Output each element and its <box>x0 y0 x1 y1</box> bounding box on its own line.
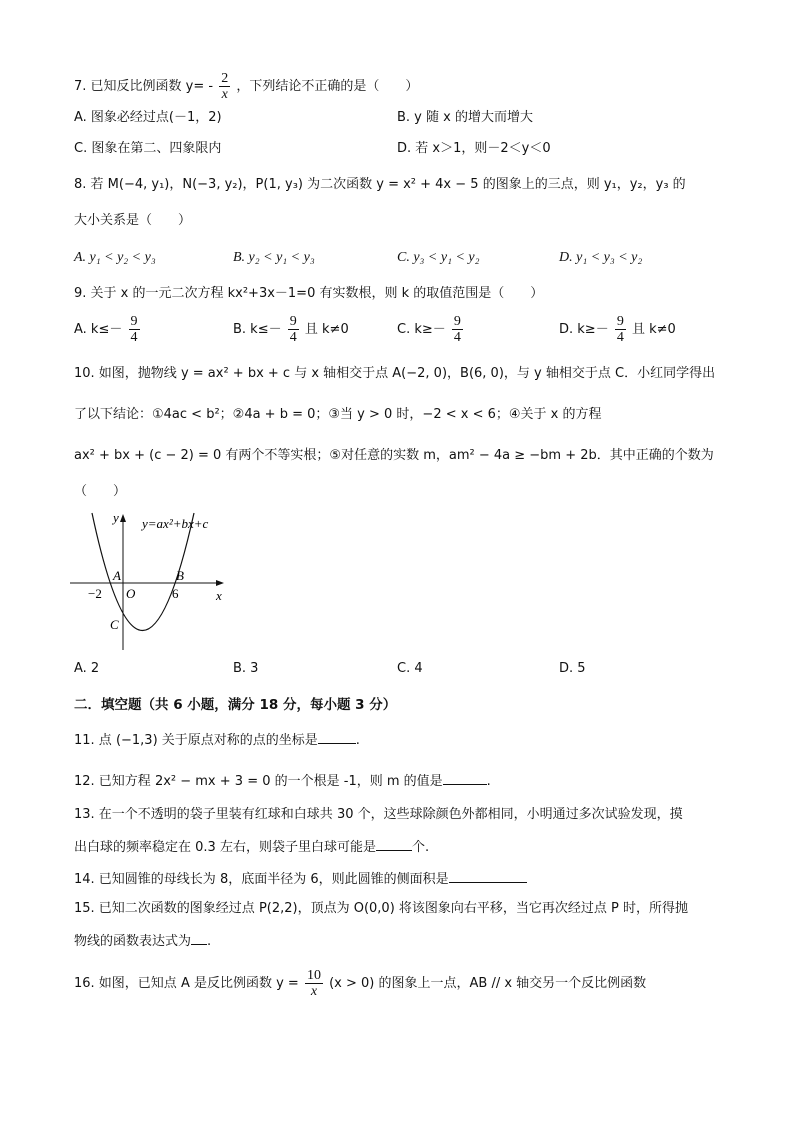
figure-label-o: O <box>126 586 136 601</box>
q8-option-d: D. y₁ < y₃ < y₂ <box>559 250 643 265</box>
answer-blank <box>191 932 207 945</box>
q10-option-a: A. 2 <box>74 661 100 676</box>
figure-tick-6: 6 <box>172 586 179 601</box>
figure-tick-neg2: −2 <box>88 586 102 601</box>
q15-line1: 15. 已知二次函数的图象经过点 P(2,2)，顶点为 O(0,0) 将该图象向右平移，当它再次经过点 P 时，所得抛 <box>74 901 689 916</box>
q16: 16. 如图，已知点 A 是反比例函数 y = $\frac{10}{x}$ (x > 0) 的图象上一点，AB // x 轴交另一个反比例函数 <box>74 968 647 999</box>
fraction-9-4: $\frac{9}{4}$ <box>616 314 624 345</box>
q8-line1: 8. 若 M(−4, y₁)，N(−3, y₂)，P(1, y₃) 为二次函数 y = x² + 4x − 5 的图象上的三点，则 y₁，y₂，y₃ 的 <box>74 177 686 192</box>
fraction-9-4: $\frac{9}{4}$ <box>289 314 297 345</box>
q8-option-a: A. y₁ < y₂ < y₃ <box>74 250 156 265</box>
q7-fraction: $\frac{2}{x}$ <box>221 71 229 102</box>
q9-option-b: B. k≤－ $\frac{9}{4}$ 且 k≠0 <box>233 314 349 345</box>
q8-line2: 大小关系是（ ） <box>74 213 192 228</box>
q7-stem: 7. 已知反比例函数 y= - $\frac{2}{x}$ ，下列结论不正确的是（ ） <box>74 71 419 102</box>
q8-option-c: C. y₃ < y₁ < y₂ <box>397 250 480 265</box>
q14: 14. 已知圆锥的母线长为 8，底面半径为 6，则此圆锥的侧面积是 <box>74 870 527 888</box>
q9-option-c: C. k≥－ $\frac{9}{4}$ <box>397 314 461 345</box>
answer-blank <box>318 731 356 744</box>
figure-label-y: y <box>113 510 119 525</box>
q12: 12. 已知方程 2x² − mx + 3 = 0 的一个根是 -1，则 m 的值是 . <box>74 774 491 789</box>
q11: 11. 点 (−1,3) 关于原点对称的点的坐标是 . <box>74 733 360 748</box>
q10-line2: 了以下结论：①4ac < b²；②4a + b = 0；③当 y > 0 时，−2 < x < 6；④关于 x 的方程 <box>74 407 602 422</box>
x-axis-arrow <box>216 580 224 586</box>
answer-blank <box>443 772 487 785</box>
q7-option-b: B. y 随 x 的增大而增大 <box>397 110 533 125</box>
figure-label-b: B <box>176 568 184 583</box>
q16-fraction: $\frac{10}{x}$ <box>306 968 321 999</box>
q10-option-b: B. 3 <box>233 661 259 676</box>
q9-option-d: D. k≥－ $\frac{9}{4}$ 且 k≠0 <box>559 314 676 345</box>
figure-label-x: x <box>216 588 222 603</box>
q8-option-b: B. y₂ < y₁ < y₃ <box>233 250 315 265</box>
q10-line4: （ ） <box>74 484 127 499</box>
q10-line1: 10. 如图，抛物线 y = ax² + bx + c 与 x 轴相交于点 A(−2, 0)，B(6, 0)，与 y 轴相交于点 C．小红同学得出 <box>74 366 716 381</box>
answer-blank <box>376 838 412 851</box>
figure-label-c: C <box>110 617 119 632</box>
y-axis-arrow <box>120 514 126 522</box>
q10-option-c: C. 4 <box>397 661 423 676</box>
answer-blank <box>449 870 527 883</box>
q10-line3: ax² + bx + (c − 2) = 0 有两个不等实根；⑤对任意的实数 m，am² − 4a ≥ −bm + 2b．其中正确的个数为 <box>74 448 714 463</box>
q15-line2: 物线的函数表达式为 . <box>74 934 212 949</box>
q13-line2: 出白球的频率稳定在 0.3 左右，则袋子里白球可能是 个. <box>74 840 430 855</box>
q7-option-d: D. 若 x＞1，则－2＜y＜0 <box>397 141 551 156</box>
q9-option-a: A. k≤－ $\frac{9}{4}$ <box>74 314 138 345</box>
figure-label-a: A <box>113 568 121 583</box>
section-title: 二．填空题（共 6 小题，满分 18 分，每小题 3 分） <box>74 697 397 713</box>
parabola-graph <box>68 508 238 658</box>
q7-option-c: C. 图象在第二、四象限内 <box>74 141 222 156</box>
q7-option-a: A. 图象必经过点(－1，2) <box>74 110 222 125</box>
q10-option-d: D. 5 <box>559 661 586 676</box>
q9-stem: 9. 关于 x 的一元二次方程 kx²+3x－1=0 有实数根，则 k 的取值范围是（ ） <box>74 286 544 301</box>
fraction-9-4: $\frac{9}{4}$ <box>453 314 461 345</box>
q13-line1: 13. 在一个不透明的袋子里装有红球和白球共 30 个，这些球除颜色外都相同，小明通过多次试验发现，摸 <box>74 807 683 822</box>
fraction-9-4: $\frac{9}{4}$ <box>130 314 138 345</box>
parabola-figure <box>68 508 238 662</box>
figure-curve-label: y=ax²+bx+c <box>142 516 209 531</box>
